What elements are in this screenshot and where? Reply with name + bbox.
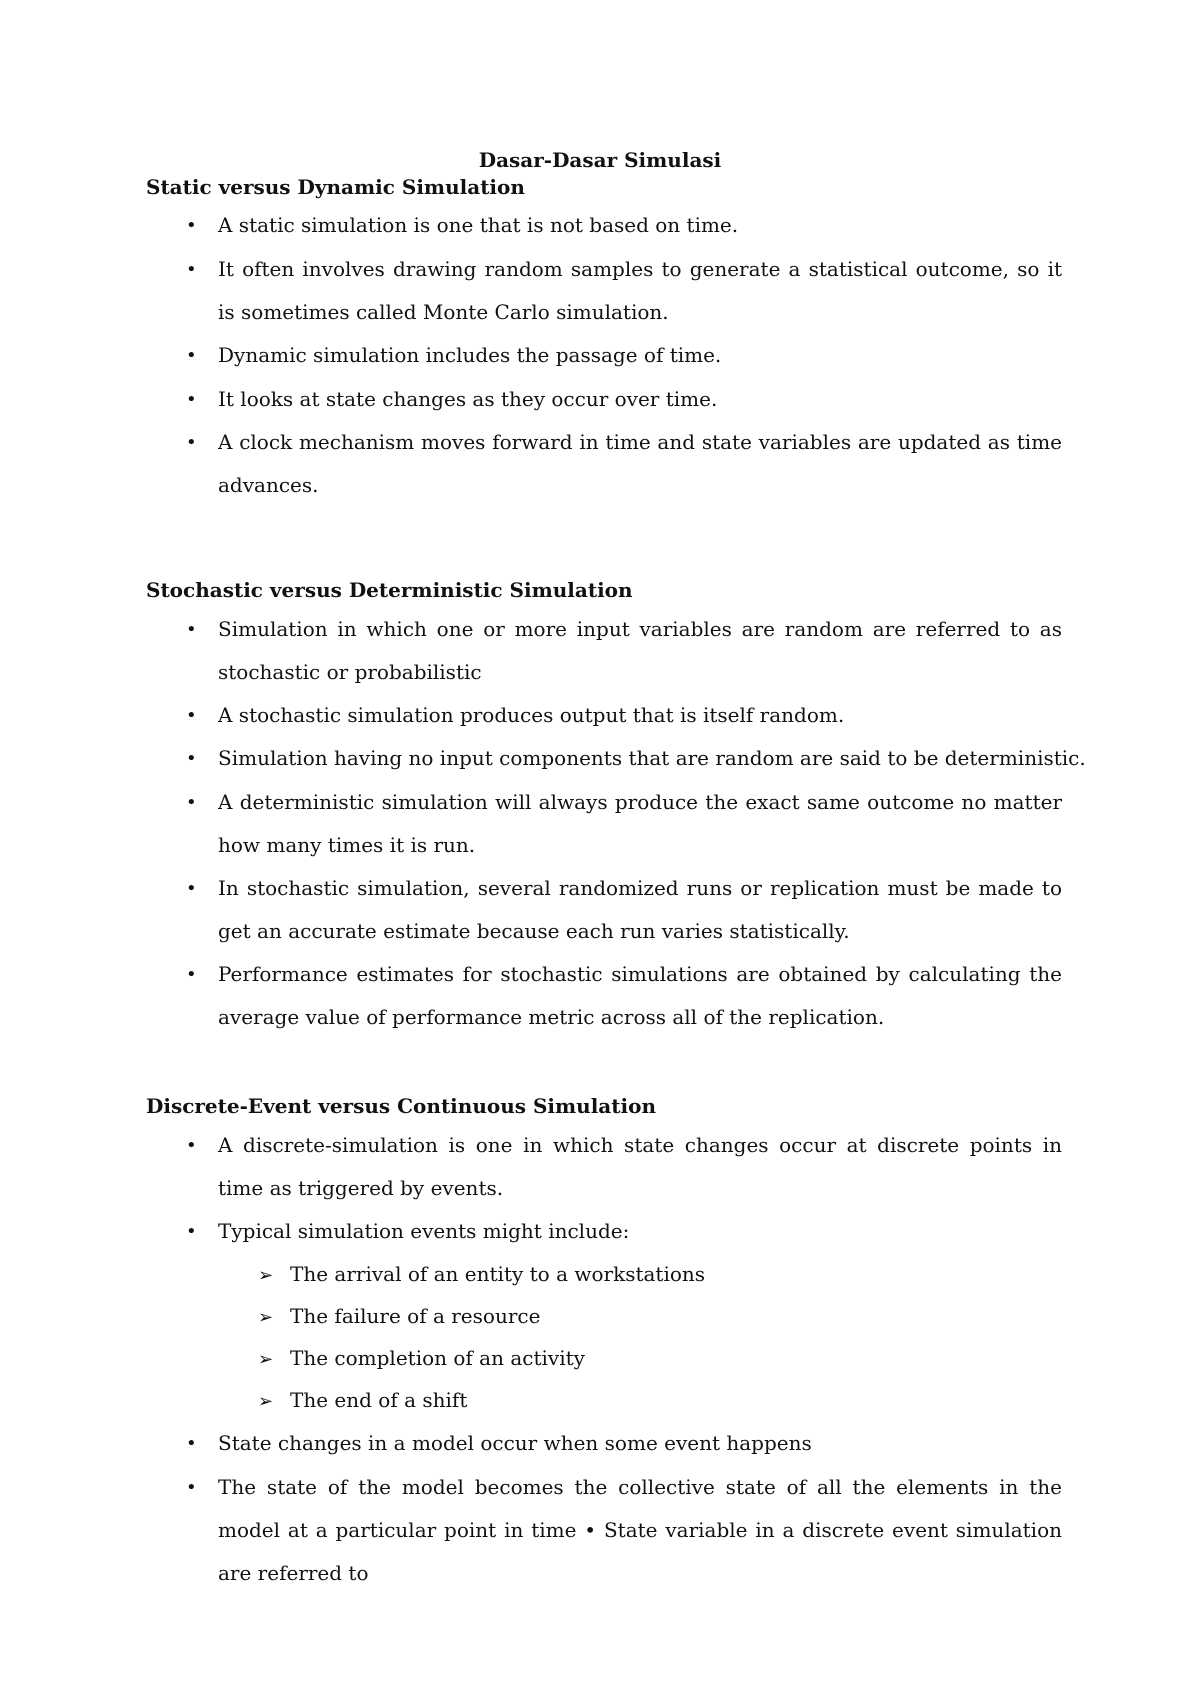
list-item-text: A static simulation is one that is not based on time. [218, 213, 739, 237]
bullet-icon: • [186, 878, 197, 899]
list-item [186, 781, 1062, 867]
sub-list-item-text: The arrival of an entity to a workstations [290, 1262, 706, 1286]
arrow-bullet-icon: ➢ [258, 1349, 274, 1370]
list-item [186, 378, 1062, 421]
bullet-icon: • [186, 1221, 197, 1242]
bullet-icon: • [186, 705, 197, 726]
list-item-text: A stochastic simulation produces output that is itself random. [218, 703, 845, 727]
sub-list-item [258, 1253, 705, 1297]
bullet-icon: • [186, 345, 197, 366]
bullet-icon: • [186, 215, 197, 236]
sub-list-item-text: The end of a shift [290, 1388, 468, 1412]
list-item-text: Typical simulation events might include: [218, 1219, 630, 1243]
section-heading-discrete-continuous: Discrete-Event versus Continuous Simulation [146, 1094, 656, 1118]
bullet-icon: • [186, 1433, 197, 1454]
list-item-text: Simulation in which one or more input variables are random are referred to as stochastic or probabilistic [218, 617, 1062, 684]
sub-list-item [258, 1295, 540, 1339]
sub-list-item-text: The completion of an activity [290, 1346, 585, 1370]
arrow-bullet-icon: ➢ [258, 1391, 274, 1412]
list-item [186, 204, 1062, 247]
bullet-icon: • [186, 619, 197, 640]
list-item [186, 737, 1086, 780]
list-item [186, 1124, 1062, 1210]
list-item-text: It looks at state changes as they occur over time. [218, 387, 718, 411]
list-item [186, 1210, 1062, 1253]
document-title: Dasar-Dasar Simulasi [478, 148, 722, 172]
list-item [186, 1466, 1062, 1595]
list-item [186, 694, 1062, 737]
bullet-icon: • [186, 792, 197, 813]
list-item-text: The state of the model becomes the collective state of all the elements in the model at a particular point in time • State variable in a discrete event simulation are referred to [218, 1475, 1062, 1585]
list-item-text: Simulation having no input components that are random are said to be deterministic. [218, 746, 1086, 770]
list-item [186, 334, 1062, 377]
list-item [186, 1422, 1062, 1465]
bullet-icon: • [186, 389, 197, 410]
list-item-text: A deterministic simulation will always produce the exact same outcome no matter how many times it is run. [218, 790, 1062, 857]
bullet-icon: • [186, 432, 197, 453]
list-item [186, 608, 1062, 694]
bullet-icon: • [186, 964, 197, 985]
arrow-bullet-icon: ➢ [258, 1307, 274, 1328]
bullet-icon: • [186, 748, 197, 769]
list-item [186, 421, 1062, 507]
section-heading-static-dynamic: Static versus Dynamic Simulation [146, 175, 525, 199]
list-item-text: A clock mechanism moves forward in time and state variables are updated as time advances. [218, 430, 1062, 497]
list-item-text: Performance estimates for stochastic simulations are obtained by calculating the average value of performance metric across all of the replication. [218, 962, 1062, 1029]
bullet-icon: • [186, 1135, 197, 1156]
list-item [186, 248, 1062, 334]
bullet-icon: • [186, 259, 197, 280]
list-item [186, 867, 1062, 953]
list-item-text: In stochastic simulation, several randomized runs or replication must be made to get an accurate estimate because each run varies statistically. [218, 876, 1062, 943]
sub-list-item [258, 1379, 467, 1423]
list-item-text: A discrete-simulation is one in which state changes occur at discrete points in time as triggered by events. [218, 1133, 1062, 1200]
list-item-text: It often involves drawing random samples to generate a statistical outcome, so it is sometimes called Monte Carlo simulation. [218, 257, 1062, 324]
list-item-text: Dynamic simulation includes the passage of time. [218, 343, 722, 367]
bullet-icon: • [186, 1477, 197, 1498]
sub-list-item [258, 1337, 585, 1381]
list-item [186, 953, 1062, 1039]
section-heading-stochastic-deterministic: Stochastic versus Deterministic Simulation [146, 578, 633, 602]
sub-list-item-text: The failure of a resource [290, 1304, 541, 1328]
arrow-bullet-icon: ➢ [258, 1265, 274, 1286]
list-item-text: State changes in a model occur when some event happens [218, 1431, 812, 1455]
